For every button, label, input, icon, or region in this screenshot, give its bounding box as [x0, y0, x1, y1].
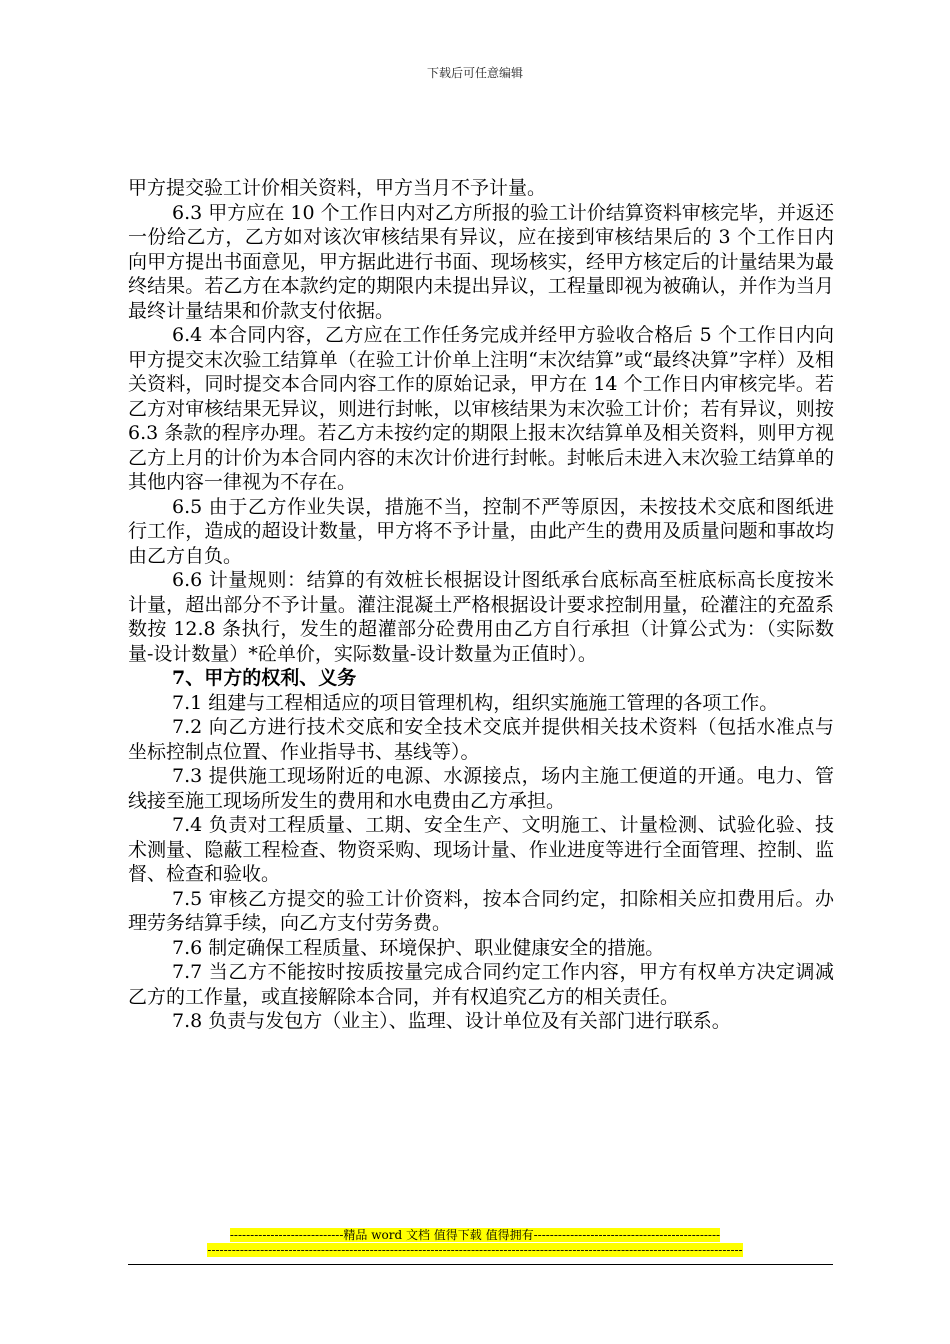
footer-line-2 — [0, 1243, 950, 1258]
paragraph: 7.7 当乙方不能按时按质按量完成合同约定工作内容，甲方有权单方决定调减乙方的工作量，或直接解除本合同，并有权追究乙方的相关责任。 — [128, 961, 834, 1008]
paragraph: 6.5 由于乙方作业失误，措施不当，控制不严等原因，未按技术交底和图纸进行工作，造成的超设计数量，甲方将不予计量，由此产生的费用及质量问题和事故均由乙方自负。 — [128, 495, 834, 567]
footer-line-1 — [0, 1228, 950, 1243]
paragraph: 7.5 审核乙方提交的验工计价资料，按本合同约定，扣除相关应扣费用后。办理劳务结算手续，向乙方支付劳务费。 — [128, 887, 834, 934]
footer-banner-text: ----------------------------精品 word 文档 值得下载 值得拥有---------------------------------------------- — [229, 1228, 721, 1242]
paragraph: 7.1 组建与工程相适应的项目管理机构，组织实施施工管理的各项工作。 — [172, 691, 779, 714]
paragraph: 6.4 本合同内容，乙方应在工作任务完成并经甲方验收合格后 5 个工作日内向甲方提交末次验工结算单（在验工计价单上注明“末次结算”或“最终决算”字样）及相关资料，同时提交本合同内容工作的原始记录，甲方在 14 个工作日内审核完毕。若乙方对审核结果无异议，则进行封帐，以审核结果为末次验工计价；若有异议，则按 6.3 条款的程序办理。若乙方未按约定的期限上报末次结算单及相关资料，则甲方视乙方上月的计价为本合同内容的末次计价进行封帐。封帐后未进入末次验工结算单的其他内容一律视为不存在。 — [128, 324, 834, 493]
document-body — [128, 176, 834, 1034]
paragraph: 7.6 制定确保工程质量、环境保护、职业健康安全的措施。 — [172, 936, 665, 959]
paragraph: 甲方提交验工计价相关资料，甲方当月不予计量。 — [128, 177, 547, 199]
paragraph: 7.4 负责对工程质量、工期、安全生产、文明施工、计量检测、试验化验、技术测量、隐蔽工程检查、物资采购、现场计量、作业进度等进行全面管理、控制、监督、检查和验收。 — [128, 814, 834, 885]
section-heading: 7、甲方的权利、义务 — [172, 667, 357, 689]
paragraph: 7.2 向乙方进行技术交底和安全技术交底并提供相关技术资料（包括水准点与坐标控制点位置、作业指导书、基线等）。 — [128, 716, 834, 763]
paragraph: 7.8 负责与发包方（业主）、监理、设计单位及有关部门进行联系。 — [172, 1010, 731, 1032]
footer-dash-line: ------------------------------------------------------------------------------------------------------------------------------------ — [207, 1243, 743, 1257]
footer-rule — [128, 1264, 833, 1265]
paragraph: 6.6 计量规则：结算的有效桩长根据设计图纸承台底标高至桩底标高长度按米计量，超出部分不予计量。灌注混凝土严格根据设计要求控制用量，砼灌注的充盈系数按 12.8 条执行，发生的超灌部分砼费用由乙方自行承担（计算公式为：（实际数量-设计数量）*砼单价，实际数量-设计数量为正值时）。 — [128, 569, 834, 665]
page-header: 下载后可任意编辑 — [426, 66, 523, 80]
page-footer — [0, 1228, 950, 1258]
paragraph: 6.3 甲方应在 10 个工作日内对乙方所报的验工计价结算资料审核完毕，并返还一份给乙方，乙方如对该次审核结果有异议，应在接到审核结果后的 3 个工作日内向甲方提出书面意见，甲方据此进行书面、现场核实，经甲方核定后的计量结果为最终结果。若乙方在本款约定的期限内未提出异议，工程量即视为被确认，并作为当月最终计量结果和价款支付依据。 — [128, 201, 834, 322]
paragraph: 7.3 提供施工现场附近的电源、水源接点，场内主施工便道的开通。电力、管线接至施工现场所发生的费用和水电费由乙方承担。 — [128, 765, 834, 812]
